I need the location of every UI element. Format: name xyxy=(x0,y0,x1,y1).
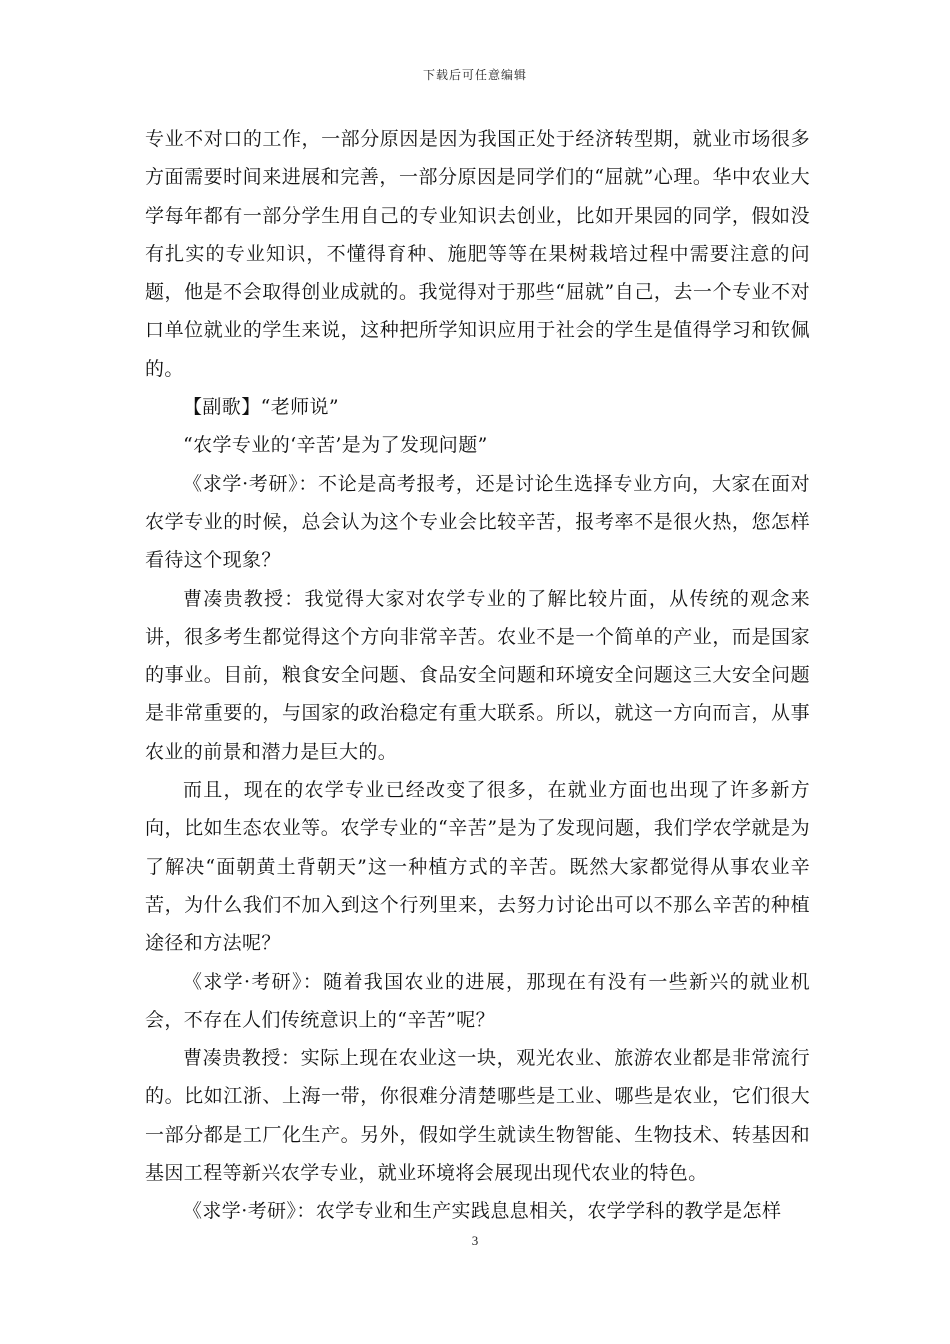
paragraph-continuation: 专业不对口的工作，一部分原因是因为我国正处于经济转型期，就业市场很多方面需要时间来进展和完善，一部分原因是同学们的“屈就”心理。华中农业大学每年都有一部分学生用自己的专业知识去创业，比如开果园的同学，假如没有扎实的专业知识，不懂得育种、施肥等等在果树栽培过程中需要注意的问题，他是不会取得创业成就的。我觉得对于那些“屈就”自己，去一个专业不对口单位就业的学生来说，这种把所学知识应用于社会的学生是值得学习和钦佩的。 xyxy=(145,128,810,380)
page-header: 下载后可任意编辑 xyxy=(422,68,527,82)
section-heading: 【副歌】“老师说” xyxy=(183,396,340,419)
interview-answer: 曹凑贵教授：我觉得大家对农学专业的了解比较片面，从传统的观念来讲，很多考生都觉得这个方向非常辛苦。农业不是一个简单的产业，而是国家的事业。目前，粮食安全问题、食品安全问题和环境安全问题这三大安全问题是非常重要的，与国家的政治稳定有重大联系。所以，就这一方向而言，从事农业的前景和潜力是巨大的。 xyxy=(145,587,810,763)
interview-question: 《求学·考研》：农学专业和生产实践息息相关，农学学科的教学是怎样 xyxy=(183,1200,782,1223)
section-subheading: “农学专业的‘辛苦’是为了发现问题” xyxy=(183,434,488,457)
interview-answer: 曹凑贵教授：实际上现在农业这一块，观光农业、旅游农业都是非常流行的。比如江浙、上海一带，你很难分清楚哪些是工业、哪些是农业，它们很大一部分都是工厂化生产。另外，假如学生就读生物智能、生物技术、转基因和基因工程等新兴农学专业，就业环境将会展现出现代农业的特色。 xyxy=(145,1047,810,1185)
interview-question: 《求学·考研》：不论是高考报考，还是讨论生选择专业方向，大家在面对农学专业的时候，总会认为这个专业会比较辛苦，报考率不是很火热，您怎样看待这个现象？ xyxy=(145,472,810,572)
page-number: 3 xyxy=(471,1233,479,1248)
interview-question: 《求学·考研》：随着我国农业的进展，那现在有没有一些新兴的就业机会，不存在人们传统意识上的“辛苦”呢？ xyxy=(145,970,810,1031)
document-body xyxy=(145,120,810,1231)
interview-answer: 而且，现在的农学专业已经改变了很多，在就业方面也出现了许多新方向，比如生态农业等。农学专业的“辛苦”是为了发现问题，我们学农学就是为了解决“面朝黄土背朝天”这一种植方式的辛苦。既然大家都觉得从事农业辛苦，为什么我们不加入到这个行列里来，去努力讨论出可以不那么辛苦的种植途径和方法呢？ xyxy=(145,779,810,955)
